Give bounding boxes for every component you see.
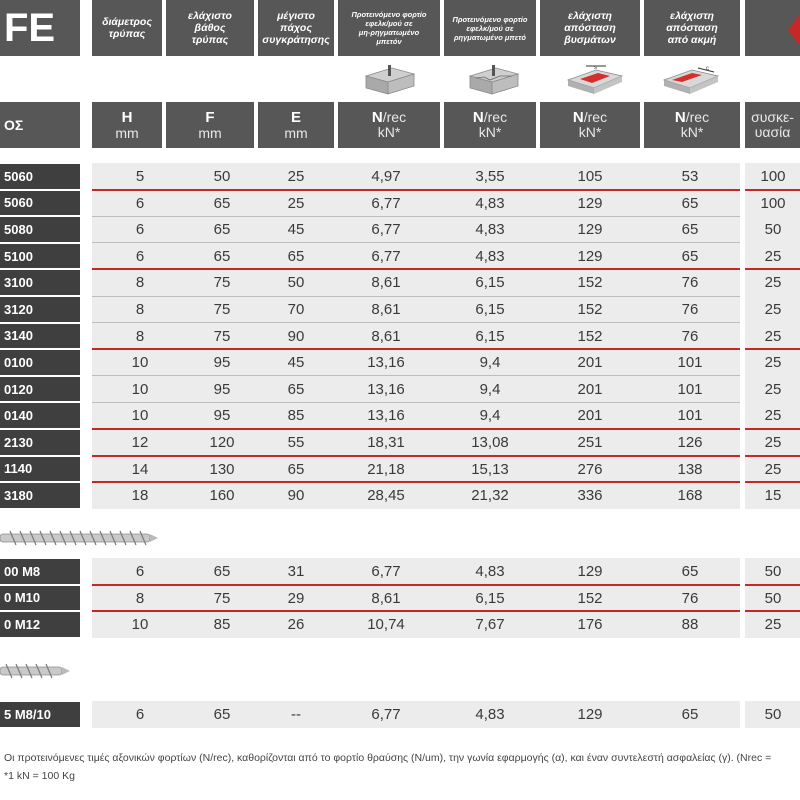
subheader-symbol-rest: /rec bbox=[583, 109, 608, 125]
subheader-symbol-bold: N bbox=[572, 109, 584, 126]
row-label bbox=[0, 350, 80, 375]
table-cell: 65 bbox=[287, 460, 305, 478]
table-cell: 276 bbox=[577, 460, 603, 478]
row-label-text: 0100 bbox=[4, 354, 33, 370]
table-cell: 88 bbox=[681, 616, 699, 634]
row-label-text: 5 M8/10 bbox=[4, 706, 51, 722]
group-divider bbox=[745, 610, 800, 612]
table-cell: 6,15 bbox=[475, 274, 505, 292]
subheader-unit: υασία bbox=[754, 124, 791, 140]
row-label-text: 5060 bbox=[4, 195, 33, 211]
table-cell: 101 bbox=[677, 380, 703, 398]
table-cell: 336 bbox=[577, 487, 603, 505]
group-divider bbox=[92, 481, 740, 483]
row-label bbox=[0, 483, 80, 508]
table-cell: 201 bbox=[577, 380, 603, 398]
row-label bbox=[0, 324, 80, 349]
table-cell: 15 bbox=[764, 487, 782, 505]
col-header-edge-distance bbox=[644, 0, 740, 56]
table-cell: 138 bbox=[677, 460, 703, 478]
row-label-text: 00 M8 bbox=[4, 563, 41, 579]
subheader-symbol-rest: /rec bbox=[382, 109, 407, 125]
anchor-spacing-icon bbox=[566, 62, 624, 96]
table-cell: 65 bbox=[681, 194, 699, 212]
table-cell: 6 bbox=[135, 563, 145, 580]
table-cell: 6 bbox=[135, 247, 145, 265]
group-divider bbox=[92, 584, 740, 586]
col-header-anchor-spacing bbox=[540, 0, 640, 56]
row-label bbox=[0, 164, 80, 189]
table-cell: 4,83 bbox=[475, 247, 505, 265]
screw-anchor-icon bbox=[0, 660, 72, 682]
table-cell: 25 bbox=[764, 301, 782, 318]
group-divider bbox=[92, 610, 740, 612]
table-cell: 126 bbox=[677, 434, 703, 451]
table-cell: 8 bbox=[135, 301, 145, 318]
table-cell: 76 bbox=[681, 589, 699, 607]
table-cell: 176 bbox=[577, 616, 603, 634]
row-label bbox=[0, 217, 80, 242]
row-label bbox=[0, 270, 80, 295]
table-cell: 100 bbox=[760, 168, 786, 185]
subheader-unit: mm bbox=[198, 124, 222, 141]
table-cell: 50 bbox=[287, 274, 305, 292]
table-cell: 9,4 bbox=[479, 380, 501, 398]
table-cell: 7,67 bbox=[475, 616, 505, 634]
table-cell: 101 bbox=[677, 407, 703, 425]
row-divider bbox=[92, 375, 740, 376]
table-cell: 10 bbox=[131, 407, 149, 425]
row-label bbox=[0, 191, 80, 216]
table-cell: 31 bbox=[287, 563, 305, 580]
group-divider bbox=[745, 348, 800, 350]
table-cell: 25 bbox=[764, 327, 782, 345]
row-divider bbox=[92, 322, 740, 323]
row-label-text: 3180 bbox=[4, 487, 33, 503]
row-label bbox=[0, 244, 80, 269]
row-divider bbox=[92, 242, 740, 243]
table-cell: 6,77 bbox=[371, 221, 401, 239]
table-cell: 18,31 bbox=[367, 434, 405, 451]
row-label-text: 3140 bbox=[4, 328, 33, 344]
table-cell: 3,55 bbox=[475, 168, 505, 185]
group-divider bbox=[92, 348, 740, 350]
row-label-text: 0140 bbox=[4, 408, 33, 424]
product-title bbox=[0, 0, 80, 56]
table-cell: 25 bbox=[764, 354, 782, 372]
subheader-symbol: H bbox=[121, 108, 133, 126]
table-cell: 5 bbox=[135, 168, 145, 185]
table-cell: 25 bbox=[764, 407, 782, 425]
table-cell: 15,13 bbox=[471, 460, 509, 478]
subheader-symbol bbox=[338, 110, 440, 125]
subheader-unit: kN* bbox=[578, 124, 602, 140]
table-cell: 65 bbox=[213, 706, 231, 723]
table-cell: 160 bbox=[209, 487, 235, 505]
table-cell: 65 bbox=[213, 221, 231, 239]
table-cell: 4,97 bbox=[371, 168, 401, 185]
col-header-text: Προτεινόμενο φορτίο εφελκ/μού σε ρηγματωμένο μπετό bbox=[452, 14, 528, 42]
table-cell: 4,83 bbox=[475, 221, 505, 239]
subheader-label bbox=[0, 102, 80, 148]
subheader-symbol: E bbox=[290, 108, 301, 126]
col-header-text: μέγιστο πάχος συγκράτησης bbox=[262, 10, 330, 46]
table-cell: 21,32 bbox=[471, 487, 509, 505]
table-cell: 25 bbox=[764, 247, 782, 265]
subheader-packaging bbox=[745, 102, 800, 148]
table-cell: 120 bbox=[209, 434, 235, 451]
row-label-text: 5060 bbox=[4, 168, 33, 184]
table-cell: 76 bbox=[681, 274, 699, 292]
row-label-text: 0 M12 bbox=[4, 616, 41, 632]
table-cell: 25 bbox=[764, 380, 782, 398]
subheader-symbol bbox=[644, 110, 740, 125]
table-cell: 129 bbox=[577, 221, 603, 239]
table-cell: 12 bbox=[131, 434, 149, 451]
table-cell: 75 bbox=[213, 589, 231, 607]
table-cell: 6,77 bbox=[371, 706, 401, 723]
table-cell: 4,83 bbox=[475, 563, 505, 580]
table-cell: 8,61 bbox=[371, 301, 401, 318]
table-cell: 85 bbox=[287, 407, 305, 425]
subheader-F bbox=[166, 102, 254, 148]
subheader-label-text: ΟΣ bbox=[4, 117, 24, 133]
col-header-text: ελάχιστη απόσταση βυσμάτων bbox=[564, 10, 616, 46]
table-cell: 6,77 bbox=[371, 247, 401, 265]
table-cell: 8,61 bbox=[371, 589, 401, 607]
table-cell: 53 bbox=[681, 168, 699, 185]
table-cell: 65 bbox=[681, 247, 699, 265]
table-cell: 201 bbox=[577, 354, 603, 372]
row-divider bbox=[92, 216, 740, 217]
table-cell: 65 bbox=[287, 247, 305, 265]
col-header-load-cracked bbox=[444, 0, 536, 56]
table-cell: 75 bbox=[213, 274, 231, 292]
group-divider bbox=[92, 268, 740, 270]
table-cell: 65 bbox=[213, 563, 231, 580]
table-cell: 8,61 bbox=[371, 327, 401, 345]
table-cell: 65 bbox=[681, 221, 699, 239]
table-cell: 8 bbox=[135, 274, 145, 292]
table-cell: 10,74 bbox=[367, 616, 405, 634]
table-cell: 90 bbox=[287, 327, 305, 345]
subheader-unit: kN* bbox=[377, 124, 401, 140]
group-divider bbox=[745, 428, 800, 430]
table-cell: 45 bbox=[287, 354, 305, 372]
group-divider bbox=[92, 189, 740, 191]
col-header-text: ελάχιστο βάθος τρύπας bbox=[188, 10, 232, 46]
subheader-symbol-bold: N bbox=[472, 109, 484, 126]
row-divider bbox=[92, 402, 740, 403]
table-cell: 129 bbox=[577, 563, 603, 580]
table-cell: 18 bbox=[131, 487, 149, 505]
table-cell: 101 bbox=[677, 354, 703, 372]
table-cell: -- bbox=[291, 706, 301, 723]
group-divider bbox=[745, 189, 800, 191]
subheader-nrec-1 bbox=[338, 102, 440, 148]
table-cell: 21,18 bbox=[367, 460, 405, 478]
subheader-symbol: F bbox=[205, 108, 215, 126]
table-cell: 76 bbox=[681, 301, 699, 318]
group-divider bbox=[92, 428, 740, 430]
subheader-unit: mm bbox=[284, 124, 308, 141]
col-header-load-uncracked bbox=[338, 0, 440, 56]
table-cell: 45 bbox=[287, 221, 305, 239]
table-cell: 6 bbox=[135, 194, 145, 212]
subheader-H bbox=[92, 102, 162, 148]
row-label-text: 1140 bbox=[4, 461, 33, 477]
table-cell: 55 bbox=[287, 434, 305, 451]
table-cell: 152 bbox=[577, 274, 603, 292]
table-cell: 6,77 bbox=[371, 563, 401, 580]
col-header-text: ελάχιστη απόσταση από ακμή bbox=[666, 10, 718, 46]
table-cell: 6,15 bbox=[475, 327, 505, 345]
table-cell: 50 bbox=[764, 706, 782, 723]
table-cell: 25 bbox=[764, 274, 782, 292]
row-label bbox=[0, 702, 80, 727]
row-label bbox=[0, 377, 80, 402]
table-cell: 25 bbox=[764, 434, 782, 451]
group-divider bbox=[745, 455, 800, 457]
table-cell: 65 bbox=[287, 380, 305, 398]
table-cell: 168 bbox=[677, 487, 703, 505]
table-cell: 152 bbox=[577, 589, 603, 607]
table-cell: 50 bbox=[764, 589, 782, 607]
table-cell: 9,4 bbox=[479, 354, 501, 372]
row-label bbox=[0, 612, 80, 637]
screw-anchor-icon bbox=[0, 526, 160, 550]
row-label bbox=[0, 297, 80, 322]
table-cell: 29 bbox=[287, 589, 305, 607]
table-cell: 10 bbox=[131, 354, 149, 372]
table-cell: 25 bbox=[287, 168, 305, 185]
table-cell: 6,15 bbox=[475, 301, 505, 318]
table-cell: 75 bbox=[213, 327, 231, 345]
col-header-max-thickness bbox=[258, 0, 334, 56]
table-cell: 152 bbox=[577, 327, 603, 345]
table-cell: 4,83 bbox=[475, 706, 505, 723]
group-divider bbox=[745, 584, 800, 586]
col-header-text: διάμετρος τρύπας bbox=[102, 16, 152, 40]
red-corner-icon bbox=[786, 0, 800, 56]
table-cell: 65 bbox=[681, 706, 699, 723]
row-label bbox=[0, 403, 80, 428]
table-cell: 6,77 bbox=[371, 194, 401, 212]
table-cell: 129 bbox=[577, 194, 603, 212]
table-cell: 85 bbox=[213, 616, 231, 634]
subheader-unit: kN* bbox=[680, 124, 704, 140]
row-label-text: 0 M10 bbox=[4, 590, 41, 606]
subheader-symbol-rest: /rec bbox=[483, 109, 508, 125]
subheader-symbol bbox=[444, 110, 536, 125]
table-cell: 100 bbox=[760, 194, 786, 212]
row-label-text: 5100 bbox=[4, 248, 33, 264]
edge-distance-icon bbox=[662, 62, 720, 96]
group-divider bbox=[745, 268, 800, 270]
row-label bbox=[0, 559, 80, 584]
row-label-text: 2130 bbox=[4, 434, 33, 450]
table-cell: 65 bbox=[213, 247, 231, 265]
svg-text:c: c bbox=[706, 66, 709, 72]
col-header-min-depth bbox=[166, 0, 254, 56]
subheader-unit: mm bbox=[115, 124, 139, 141]
table-cell: 75 bbox=[213, 301, 231, 318]
row-label bbox=[0, 457, 80, 482]
concrete-block-icon bbox=[362, 62, 418, 96]
table-cell: 13,16 bbox=[367, 380, 405, 398]
table-cell: 25 bbox=[764, 460, 782, 478]
subheader-unit: kN* bbox=[478, 124, 502, 140]
row-divider bbox=[92, 296, 740, 297]
table-cell: 201 bbox=[577, 407, 603, 425]
table-cell: 14 bbox=[131, 460, 149, 478]
table-cell: 8 bbox=[135, 589, 145, 607]
row-label-text: 5080 bbox=[4, 221, 33, 237]
subheader-nrec-4 bbox=[644, 102, 740, 148]
table-cell: 28,45 bbox=[367, 487, 405, 505]
subheader-symbol-rest: /rec bbox=[685, 109, 710, 125]
table-cell: 90 bbox=[287, 487, 305, 505]
table-cell: 10 bbox=[131, 380, 149, 398]
subheader-nrec-2 bbox=[444, 102, 536, 148]
table-cell: 6 bbox=[135, 221, 145, 239]
subheader-symbol-bold: N bbox=[674, 109, 686, 126]
table-cell: 251 bbox=[577, 434, 603, 451]
table-cell: 8,61 bbox=[371, 274, 401, 292]
table-cell: 13,16 bbox=[367, 407, 405, 425]
subheader-symbol bbox=[540, 110, 640, 125]
subheader-symbol-bold: N bbox=[371, 109, 383, 126]
table-cell: 4,83 bbox=[475, 194, 505, 212]
row-label-text: 0120 bbox=[4, 381, 33, 397]
table-cell: 26 bbox=[287, 616, 305, 634]
row-label-text: 3100 bbox=[4, 275, 33, 291]
product-title-text: FE bbox=[4, 5, 56, 50]
group-divider bbox=[745, 481, 800, 483]
table-cell: 65 bbox=[213, 194, 231, 212]
table-cell: 50 bbox=[213, 168, 231, 185]
group-divider bbox=[92, 455, 740, 457]
table-cell: 152 bbox=[577, 301, 603, 318]
table-cell: 105 bbox=[577, 168, 603, 185]
col-header-hole-diameter bbox=[92, 0, 162, 56]
svg-text:s: s bbox=[594, 65, 597, 71]
table-cell: 76 bbox=[681, 327, 699, 345]
table-cell: 13,16 bbox=[367, 354, 405, 372]
table-cell: 129 bbox=[577, 247, 603, 265]
table-cell: 65 bbox=[681, 563, 699, 580]
cracked-concrete-block-icon bbox=[466, 62, 522, 96]
col-header-text: Προτεινόμενο φορτίο εφελκ/μού σε μη-ρηγματωμένο μπετόν bbox=[351, 10, 427, 46]
row-label-text: 3120 bbox=[4, 301, 33, 317]
table-cell: 13,08 bbox=[471, 434, 509, 451]
subheader-nrec-3 bbox=[540, 102, 640, 148]
table-cell: 10 bbox=[131, 616, 149, 634]
footnote-safety-factor: Οι προτεινόμενες τιμές αξονικών φορτίων (N/rec), καθορίζονται από το φορτίο θραύσης (N/um), την γωνία εφαρμογής (α), και έναν συντελεστή ασφαλείας (γ). (Nrec = bbox=[4, 752, 772, 764]
table-cell: 70 bbox=[287, 301, 305, 318]
table-cell: 129 bbox=[577, 706, 603, 723]
table-cell: 95 bbox=[213, 354, 231, 372]
table-cell: 25 bbox=[764, 616, 782, 634]
table-cell: 50 bbox=[764, 221, 782, 239]
table-cell: 9,4 bbox=[479, 407, 501, 425]
subheader-symbol: συσκε- bbox=[751, 109, 794, 125]
table-cell: 6 bbox=[135, 706, 145, 723]
table-cell: 6,15 bbox=[475, 589, 505, 607]
footnote-unit-conversion: *1 kN = 100 Kg bbox=[4, 770, 75, 782]
table-cell: 95 bbox=[213, 407, 231, 425]
row-label bbox=[0, 586, 80, 611]
table-cell: 25 bbox=[287, 194, 305, 212]
table-cell: 130 bbox=[209, 460, 235, 478]
row-label bbox=[0, 430, 80, 455]
table-cell: 8 bbox=[135, 327, 145, 345]
subheader-E bbox=[258, 102, 334, 148]
table-cell: 50 bbox=[764, 563, 782, 580]
table-cell: 95 bbox=[213, 380, 231, 398]
